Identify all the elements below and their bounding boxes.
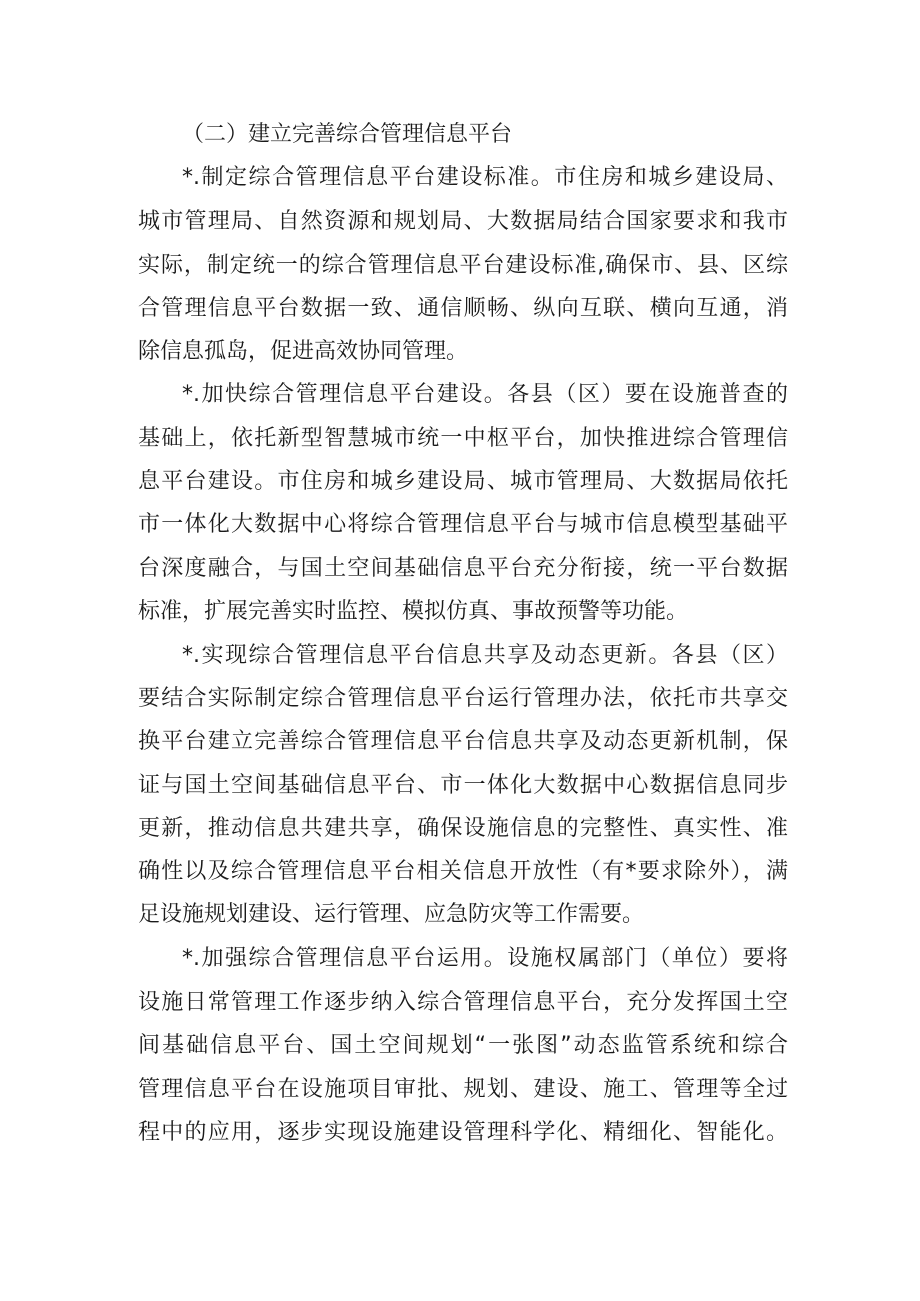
paragraph-2-line-4: 市一体化大数据中心将综合管理信息平台与城市信息模型基础平	[138, 512, 788, 537]
paragraph-3-line-6: 确性以及综合管理信息平台相关信息开放性（有*要求除外），满	[138, 859, 788, 884]
paragraph-4-line-5: 程中的应用，逐步实现设施建设管理科学化、精细化、智能化。	[138, 1120, 788, 1145]
paragraph-1-line-1: *.制定综合管理信息平台建设标准。市住房和城乡建设局、	[182, 165, 788, 190]
paragraph-3-line-4: 证与国土空间基础信息平台、市一体化大数据中心数据信息同步	[138, 773, 788, 798]
paragraph-4-line-4: 管理信息平台在设施项目审批、规划、建设、施工、管理等全过	[138, 1077, 788, 1102]
paragraph-4-line-2: 设施日常管理工作逐步纳入综合管理信息平台，充分发挥国土空	[138, 990, 788, 1015]
paragraph-4-line-3: 间基础信息平台、国土空间规划“一张图”动态监管系统和综合	[138, 1033, 788, 1058]
paragraph-3-line-1: *.实现综合管理信息平台信息共享及动态更新。各县（区）	[182, 643, 788, 668]
paragraph-2-line-5: 台深度融合，与国土空间基础信息平台充分衔接，统一平台数据	[138, 556, 788, 581]
paragraph-1-line-2: 城市管理局、自然资源和规划局、大数据局结合国家要求和我市	[138, 209, 788, 234]
paragraph-3-line-3: 换平台建立完善综合管理信息平台信息共享及动态更新机制，保	[138, 729, 788, 754]
paragraph-3-line-2: 要结合实际制定综合管理信息平台运行管理办法，依托市共享交	[138, 686, 788, 711]
paragraph-2-line-3: 息平台建设。市住房和城乡建设局、城市管理局、大数据局依托	[138, 469, 788, 494]
paragraph-3-line-7: 足设施规划建设、运行管理、应急防灾等工作需要。	[138, 902, 645, 927]
paragraph-4-line-1: *.加强综合管理信息平台运用。设施权属部门（单位）要将	[182, 946, 788, 971]
paragraph-2-line-2: 基础上，依托新型智慧城市统一中枢平台，加快推进综合管理信	[138, 426, 788, 451]
paragraph-1-line-4: 合管理信息平台数据一致、通信顺畅、纵向互联、横向互通，消	[138, 296, 788, 321]
paragraph-2-line-6: 标准，扩展完善实时监控、模拟仿真、事故预警等功能。	[138, 599, 689, 624]
paragraph-1-line-5: 除信息孤岛，促进高效协同管理。	[138, 339, 469, 364]
paragraph-1-line-3: 实际，制定统一的综合管理信息平台建设标准,确保市、县、区综	[138, 253, 788, 278]
paragraph-2-line-1: *.加快综合管理信息平台建设。各县（区）要在设施普查的	[182, 382, 788, 407]
section-heading: （二）建立完善综合管理信息平台	[182, 122, 513, 147]
paragraph-3-line-5: 更新，推动信息共建共享，确保设施信息的完整性、真实性、准	[138, 816, 788, 841]
